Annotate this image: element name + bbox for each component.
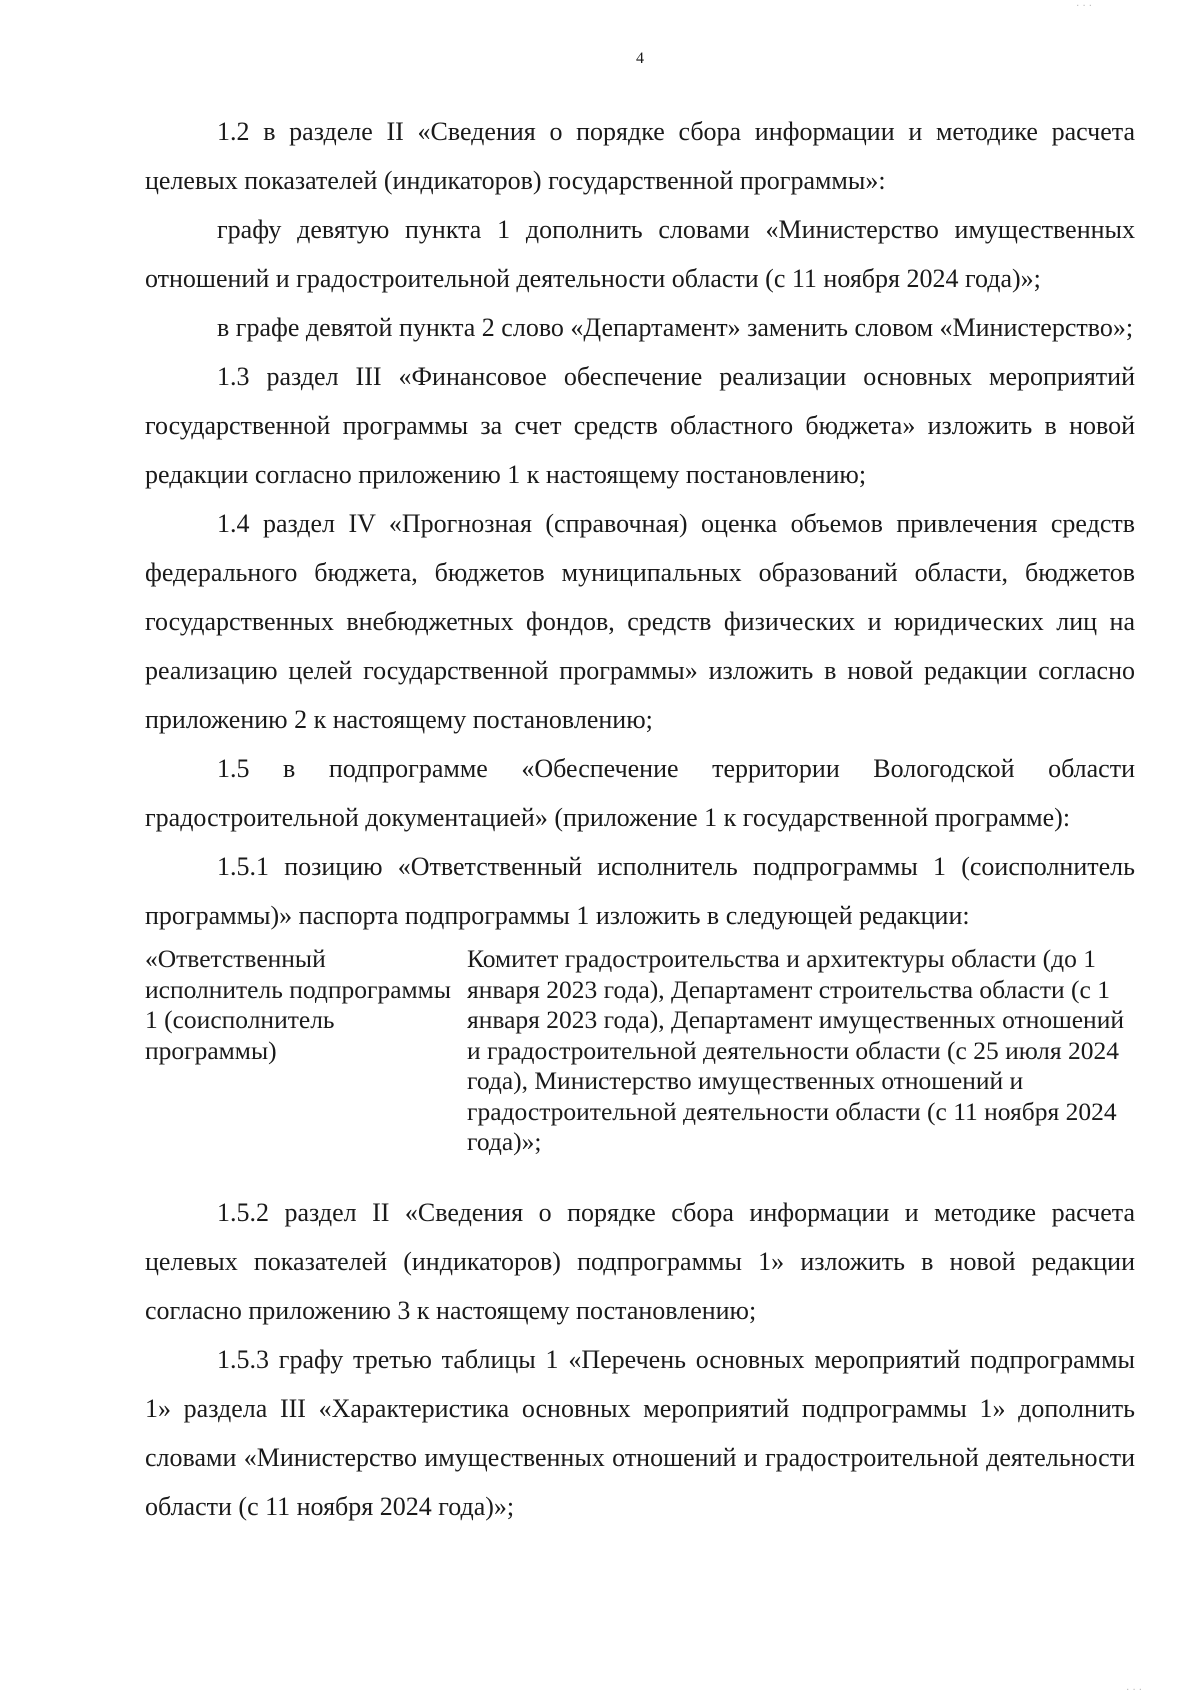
paragraph-column-nine-item-2: в графе девятой пункта 2 слово «Департамент» заменить словом «Министерство»; [217, 313, 1134, 342]
scan-artifact: . . . [1076, 0, 1092, 9]
paragraph-1-5-1: 1.5.1 позицию «Ответственный исполнитель подпрограммы 1 (соисполнитель программы)» паспорта подпрограммы 1 изложить в следующей редакции: [145, 852, 1135, 930]
paragraph-1-4: 1.4 раздел IV «Прогнозная (справочная) оценка объемов привлечения средств федерального бюджета, бюджетов муниципальных образований области, бюджетов государственных внебюджетных фондов, средств физических и юридических лиц на реализацию целей государственной программы» изложить в новой редакции согласно приложению 2 к настоящему постановлению; [145, 509, 1135, 734]
scan-artifact: . . . [1126, 1682, 1142, 1693]
passport-position-value: Комитет градостроительства и архитектуры области (до 1 января 2023 года), Департамент строительства области (с 1 января 2023 года), Департамент имущественных отношений и градостроительной деятельности области (с 25 июля 2024 года), Министерство имущественных отношений и градостроительной деятельности области (с 11 ноября 2024 года)»; [467, 944, 1124, 1156]
paragraph-1-5-3: 1.5.3 графу третью таблицы 1 «Перечень основных мероприятий подпрограммы 1» раздела III «Характеристика основных мероприятий подпрограммы 1» дополнить словами «Министерство имущественных отношений и градостроительной деятельности области (с 11 ноября 2024 года)»; [145, 1344, 1135, 1521]
passport-position-table [145, 944, 1135, 1158]
passport-position-label: «Ответственный исполнитель подпрограммы 1 (соисполнитель программы) [145, 944, 451, 1065]
paragraph-1-3: 1.3 раздел III «Финансовое обеспечение реализации основных мероприятий государственной программы за счет средств областного бюджета» изложить в новой редакции согласно приложению 1 к настоящему постановлению; [145, 362, 1135, 489]
document-body [145, 107, 1135, 1531]
page-number: 4 [636, 50, 644, 67]
paragraph-1-2: 1.2 в разделе II «Сведения о порядке сбора информации и методике расчета целевых показателей (индикаторов) государственной программы»: [145, 117, 1135, 195]
paragraph-1-5: 1.5 в подпрограмме «Обеспечение территории Вологодской области градостроительной документацией» (приложение 1 к государственной программе): [145, 754, 1135, 832]
paragraph-1-5-2: 1.5.2 раздел II «Сведения о порядке сбора информации и методике расчета целевых показателей (индикаторов) подпрограммы 1» изложить в новой редакции согласно приложению 3 к настоящему постановлению; [145, 1197, 1135, 1325]
paragraph-column-nine-item-1: графу девятую пункта 1 дополнить словами «Министерство имущественных отношений и градостроительной деятельности области (с 11 ноября 2024 года)»; [145, 215, 1135, 293]
